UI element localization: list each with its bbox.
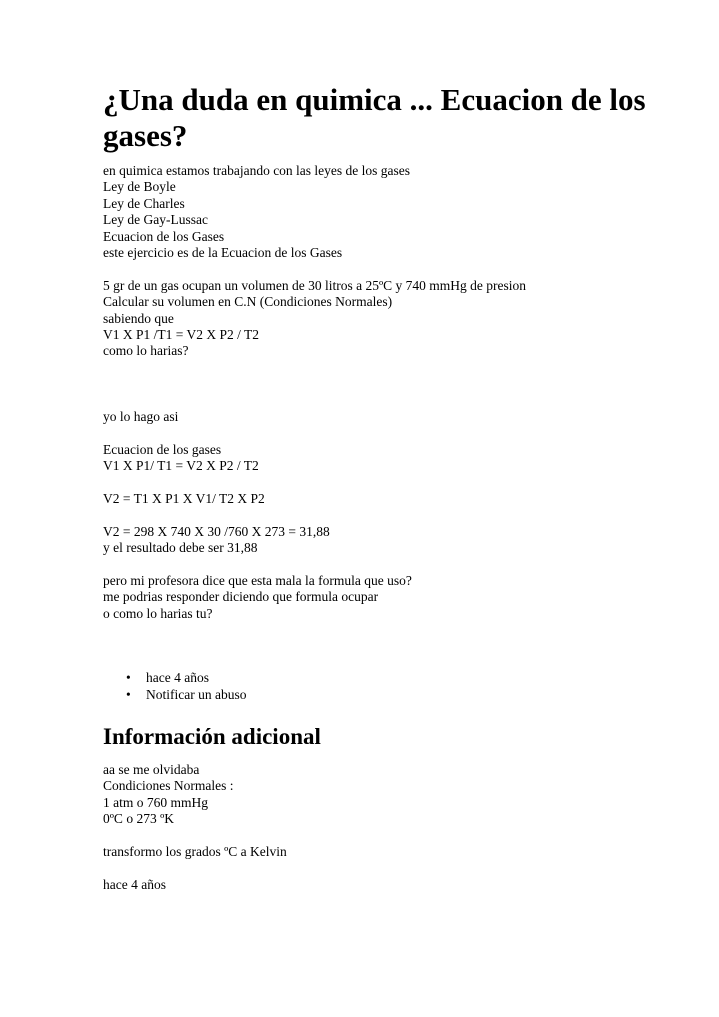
additional-info-heading: Información adicional [103, 724, 321, 750]
body-line: Ley de Boyle [103, 179, 176, 195]
info-line: 1 atm o 760 mmHg [103, 794, 208, 810]
info-line: 0ºC o 273 ºK [103, 811, 175, 827]
body-line: Calcular su volumen en C.N (Condiciones Normales) [103, 294, 393, 310]
question-meta-list [103, 670, 663, 703]
time-ago-label: hace 4 años [146, 670, 209, 686]
body-line: me podrias responder diciendo que formula ocupar [103, 589, 379, 605]
info-line [103, 860, 663, 876]
question-title: ¿Una duda en quimica ... Ecuacion de los gases? [103, 82, 646, 153]
body-line: yo lo hago asi [103, 409, 179, 425]
info-line: aa se me olvidaba [103, 762, 200, 778]
body-line [103, 261, 663, 277]
body-line [103, 360, 663, 376]
body-line [103, 475, 663, 491]
body-line: este ejercicio es de la Ecuacion de los Gases [103, 245, 343, 261]
info-timestamp: hace 4 años [103, 876, 166, 892]
info-line: Condiciones Normales : [103, 778, 234, 794]
body-line: Ley de Charles [103, 195, 185, 211]
body-line: pero mi profesora dice que esta mala la formula que uso? [103, 573, 412, 589]
body-line: Ecuacion de los gases [103, 441, 222, 457]
body-line [103, 557, 663, 573]
report-abuse-link[interactable]: Notificar un abuso [146, 686, 247, 702]
body-line [103, 393, 663, 409]
body-line: Ecuacion de los Gases [103, 228, 225, 244]
body-line: 5 gr de un gas ocupan un volumen de 30 litros a 25ºC y 740 mmHg de presion [103, 277, 526, 293]
page-content [103, 82, 663, 893]
body-line: V2 = 298 X 740 X 30 /760 X 273 = 31,88 [103, 523, 330, 539]
additional-info-body [103, 762, 663, 893]
body-line [103, 507, 663, 523]
bullet-icon: • [126, 686, 131, 702]
body-line: como lo harias? [103, 343, 189, 359]
report-abuse-item[interactable] [123, 687, 663, 703]
body-line: o como lo harias tu? [103, 605, 213, 621]
info-line: transformo los grados ºC a Kelvin [103, 844, 287, 860]
question-body [103, 163, 663, 622]
time-ago-item [123, 670, 663, 686]
info-line [103, 828, 663, 844]
body-line: en quimica estamos trabajando con las leyes de los gases [103, 163, 411, 178]
body-line: y el resultado debe ser 31,88 [103, 540, 258, 556]
body-line: sabiendo que [103, 310, 174, 326]
bullet-icon: • [126, 670, 131, 686]
body-line: V2 = T1 X P1 X V1/ T2 X P2 [103, 491, 265, 507]
body-line: Ley de Gay-Lussac [103, 212, 208, 228]
body-line: V1 X P1 /T1 = V2 X P2 / T2 [103, 327, 260, 343]
body-line [103, 376, 663, 392]
body-line: V1 X P1/ T1 = V2 X P2 / T2 [103, 458, 259, 474]
body-line [103, 425, 663, 441]
